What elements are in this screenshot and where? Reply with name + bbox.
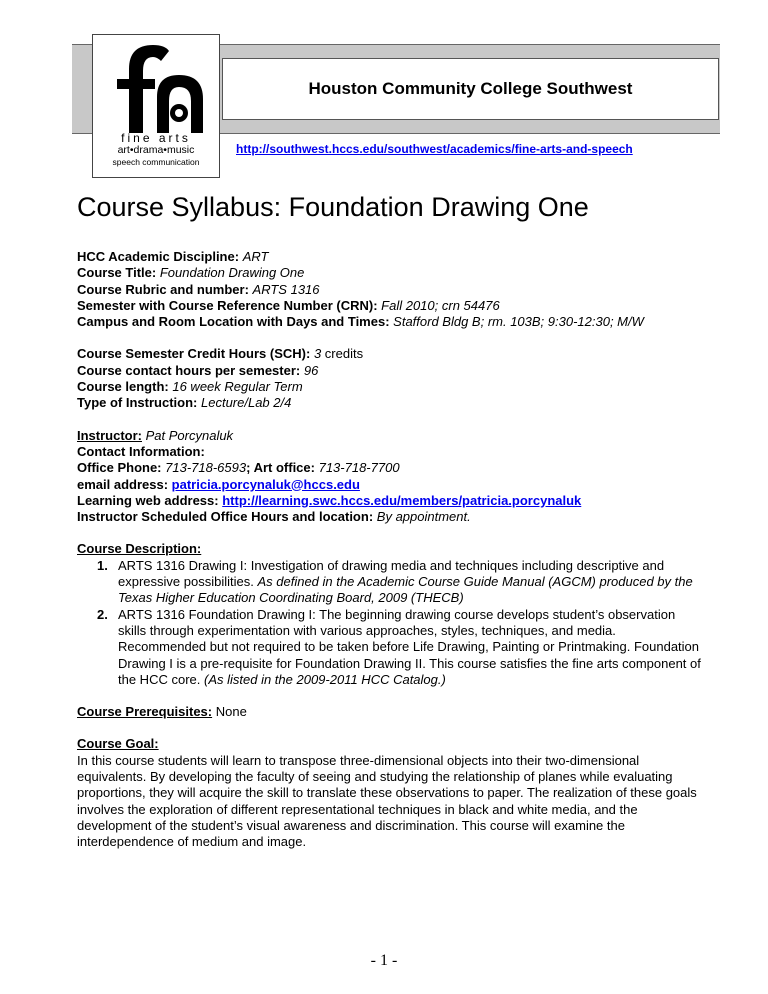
info-course-length: Course length: 16 week Regular Term	[77, 379, 303, 395]
info-credit-hours: Course Semester Credit Hours (SCH): 3 credits	[77, 346, 364, 362]
fine-arts-logo	[92, 34, 220, 178]
office-phone-line: Office Phone: 713-718-6593; Art office: 713-718-7700	[77, 460, 400, 476]
info-instruction-type: Type of Instruction: Lecture/Lab 2/4	[77, 395, 292, 411]
syllabus-body	[77, 249, 702, 851]
info-course-title: Course Title: Foundation Drawing One	[77, 265, 305, 281]
contact-information-heading: Contact Information:	[77, 443, 205, 459]
page-number: - 1 -	[370, 952, 398, 969]
office-hours-line: Instructor Scheduled Office Hours and location: By appointment.	[77, 509, 471, 525]
list-item: 2. ARTS 1316 Foundation Drawing I: The beginning drawing course develops student’s observation skills through experimentation with various approaches, styles, techniques, and media. Recommended but not required to be taken before Life Drawing, Painting or Printmaking. Foundation Drawing I is a pre-requisite for Foundation Drawing II. This course satisfies the fine arts component of the HCC core. (As listed in the 2009-2011 HCC Catalog.)	[97, 606, 701, 687]
logo-text-speech: speech communication	[112, 157, 200, 167]
fa-logo-icon	[99, 39, 213, 133]
learning-web-line: Learning web address: http://learning.swc.hccs.edu/members/patricia.porcynaluk	[77, 492, 582, 508]
info-discipline: HCC Academic Discipline: ART	[77, 249, 269, 264]
info-rubric: Course Rubric and number: ARTS 1316	[77, 281, 320, 297]
learning-web-link[interactable]: http://learning.swc.hccs.edu/members/patricia.porcynaluk	[222, 492, 582, 508]
college-name: Houston Community College Southwest	[308, 79, 633, 98]
instructor-line: Instructor: Pat Porcynaluk	[77, 427, 234, 443]
info-campus-room: Campus and Room Location with Days and Times: Stafford Bldg B; rm. 103B; 9:30-12:30; M/W	[77, 314, 644, 330]
email-line: email address: patricia.porcynaluk@hccs.edu	[77, 476, 360, 492]
course-description-heading: Course Description:	[77, 541, 202, 557]
page-title: Course Syllabus: Foundation Drawing One	[77, 192, 589, 222]
course-goal-text: In this course students will learn to transpose three-dimensional objects into their two-dimensional equivalents. By developing the faculty of seeing and studying the relationship of planes while evaluating proportions, they will acquire the skill to translate these observations to paper. The realization of these goals involves the exploration of different representational techniques in black and white media, and the development of the student’s visual awareness and discrimination. This course will examine the interdependence of medium and image.	[77, 752, 697, 850]
list-item: 1. ARTS 1316 Drawing I: Investigation of drawing media and techniques including descriptive and expressive possibilities. As defined in the Academic Course Guide Manual (AGCM) produced by the Texas Higher Education Coordinating Board, 2009 (THECB)	[97, 557, 693, 606]
email-link[interactable]: patricia.porcynaluk@hccs.edu	[171, 476, 360, 492]
info-semester-crn: Semester with Course Reference Number (CRN): Fall 2010; crn 54476	[77, 297, 500, 313]
course-description-list	[77, 558, 702, 688]
prerequisites-line: Course Prerequisites: None	[77, 704, 247, 720]
logo-text-disciplines: art•drama•music	[117, 144, 195, 156]
logo-text-fine-arts: fine arts	[121, 131, 191, 145]
info-contact-hours: Course contact hours per semester: 96	[77, 362, 319, 378]
header-title-box	[222, 58, 719, 120]
department-url-link[interactable]: http://southwest.hccs.edu/southwest/academics/fine-arts-and-speech	[236, 142, 633, 156]
course-goal-heading: Course Goal:	[77, 736, 159, 752]
